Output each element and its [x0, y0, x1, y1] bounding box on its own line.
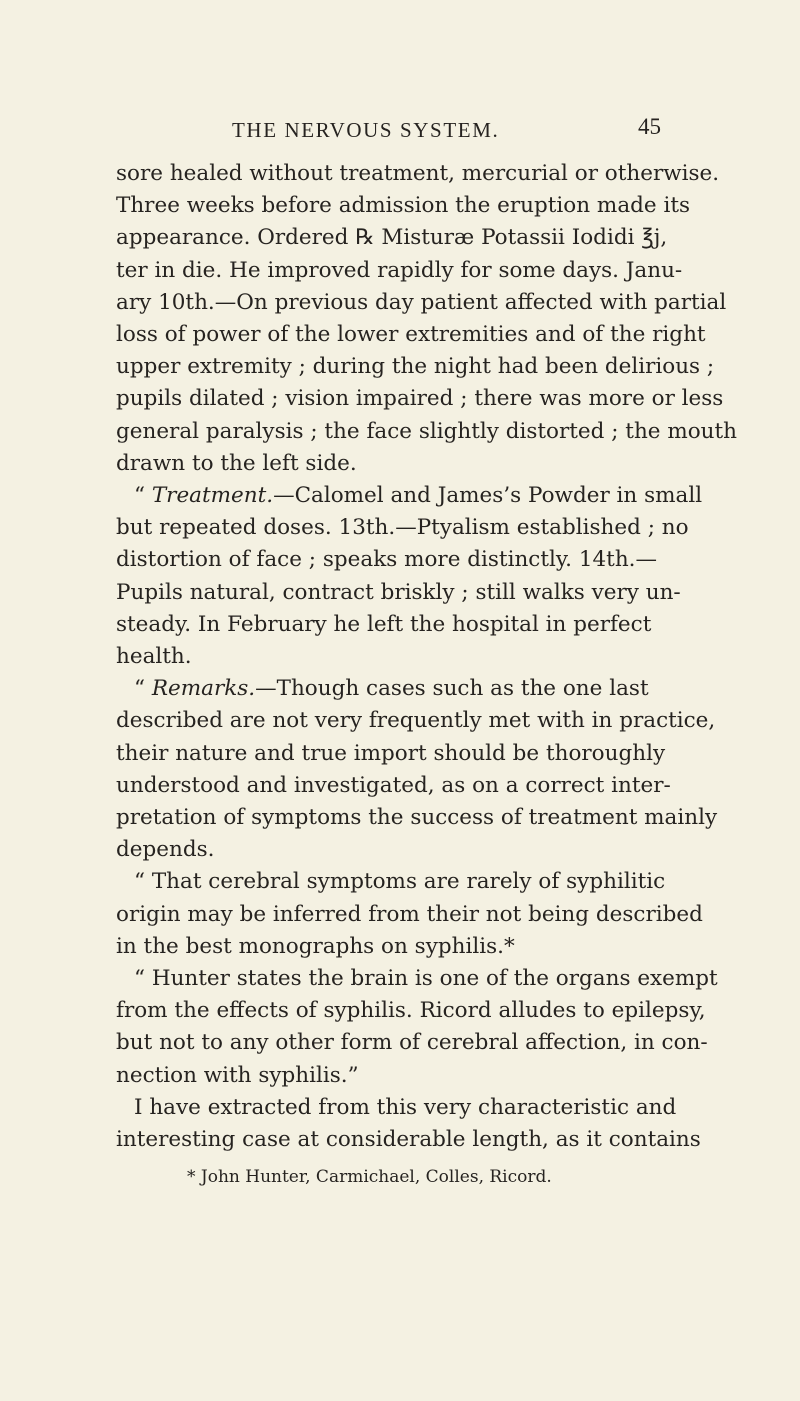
text-line: but repeated doses. 13th.—Ptyalism established ; no: [116, 515, 689, 541]
text-line: health.: [116, 644, 192, 670]
text-line: sore healed without treatment, mercurial or otherwise.: [116, 161, 720, 186]
text-line: upper extremity ; during the night had been delirious ;: [116, 354, 715, 380]
text-line: ary 10th.—On previous day patient affected with partial: [116, 289, 727, 315]
text-line: distortion of face ; speaks more distinctly. 14th.—: [116, 547, 657, 573]
text-line: from the effects of syphilis. Ricord alludes to epilepsy,: [116, 998, 706, 1024]
opening-quote: “: [134, 483, 152, 509]
page-number: 45: [638, 114, 661, 139]
treatment-heading: Treatment.: [151, 483, 274, 509]
text-line: Pupils natural, contract briskly ; still walks very un-: [116, 579, 681, 605]
treatment-paragraph-line: [116, 480, 703, 512]
text-line: depends.: [116, 837, 215, 863]
opening-quote: “: [134, 676, 152, 702]
text-line: steady. In February he left the hospital in perfect: [116, 611, 652, 637]
footnote: * John Hunter, Carmichael, Colles, Ricord.: [187, 1167, 552, 1187]
text-line: ter in die. He improved rapidly for some days. Janu-: [116, 257, 683, 283]
text-line: pretation of symptoms the success of treatment mainly: [116, 805, 718, 831]
text-line: loss of power of the lower extremities and of the right: [116, 322, 706, 348]
text-line: understood and investigated, as on a correct inter-: [116, 772, 671, 798]
text-line: described are not very frequently met with in practice,: [116, 708, 716, 734]
text-line: origin may be inferred from their not being described: [116, 901, 703, 927]
text-line: nection with syphilis.”: [116, 1062, 359, 1088]
body-text: [116, 158, 738, 1156]
running-title: THE NERVOUS SYSTEM.: [232, 118, 500, 142]
text-line: but not to any other form of cerebral affection, in con-: [116, 1030, 708, 1056]
text-line: in the best monographs on syphilis.*: [116, 933, 515, 959]
text-line: pupils dilated ; vision impaired ; there was more or less: [116, 386, 724, 412]
text-fragment: Calomel and James’s Powder in small: [294, 483, 703, 509]
em-dash: —: [273, 483, 295, 509]
text-line: drawn to the left side.: [116, 450, 357, 476]
text-line: I have extracted from this very characteristic and: [134, 1094, 677, 1120]
text-line: Three weeks before admission the eruption made its: [116, 193, 691, 219]
text-line: “ Hunter states the brain is one of the organs exempt: [134, 966, 718, 992]
remarks-paragraph-line: [116, 673, 686, 705]
text-line: “ That cerebral symptoms are rarely of syphilitic: [134, 869, 666, 895]
remarks-heading: Remarks.: [151, 676, 256, 702]
text-line: appearance. Ordered ℞ Misturæ Potassii Iodidi ℥j,: [116, 225, 668, 251]
text-line: interesting case at considerable length, as it contains: [116, 1127, 701, 1153]
text-fragment: Though cases such as the one last: [276, 676, 649, 702]
text-line: general paralysis ; the face slightly distorted ; the mouth: [116, 418, 738, 444]
text-line: their nature and true import should be thoroughly: [116, 740, 666, 766]
em-dash: —: [255, 676, 277, 702]
